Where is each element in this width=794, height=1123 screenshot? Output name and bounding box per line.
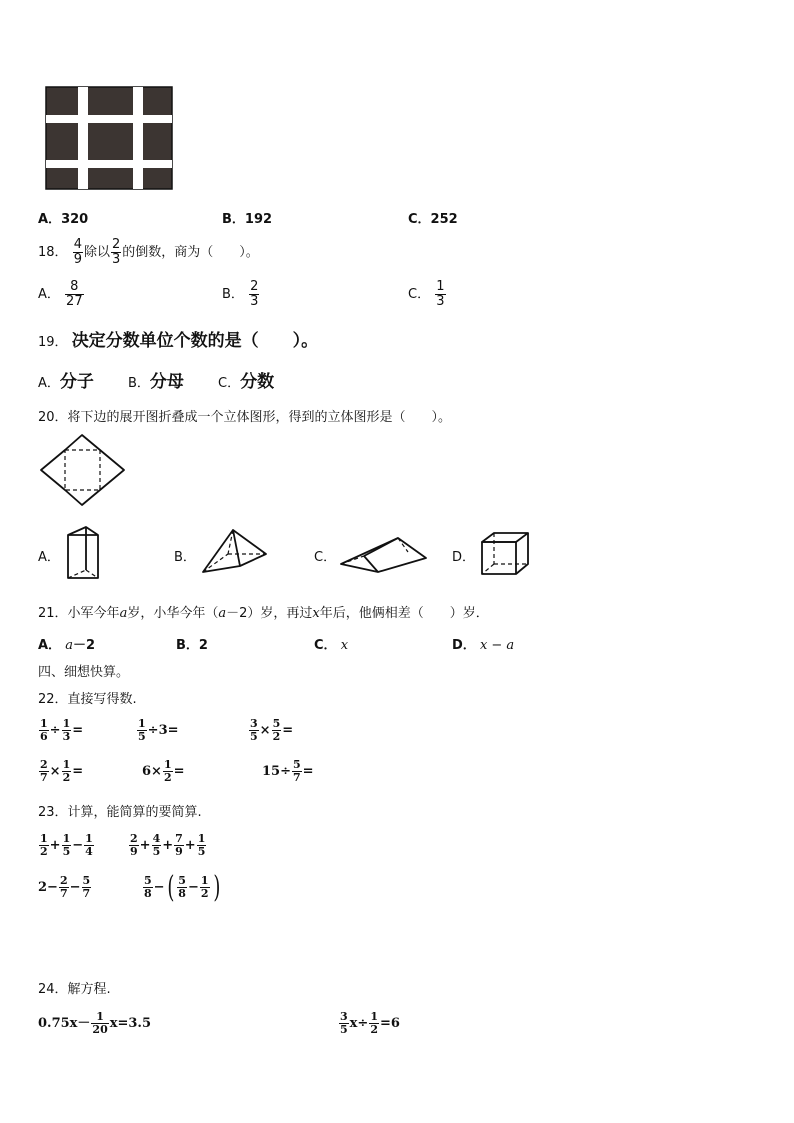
q20-question: 20．将下边的展开图折叠成一个立体图形，得到的立体图形是（ ）。 [38,410,452,425]
q22-expr-3: $\frac{3}{5}$ × $\frac{5}{2}$ = [250,717,294,743]
q17-option-b[interactable]: B．192 [222,212,273,227]
prism-tall-figure [64,523,102,583]
q21-question: 21．小军今年a岁，小华今年（a－2）岁，再过x年后，他俩相差（ ）岁． [38,606,489,621]
section-4-title: 四、细想快算。 [38,665,130,680]
road-grid-figure [45,86,173,190]
q22-expr-2: $\frac{1}{5}$ ÷3= [138,717,179,743]
q21-option-a[interactable]: A． a－2 [38,638,96,653]
q23-expr-1: $\frac{1}{2}$ + $\frac{1}{5}$ − $\frac{1}{4}$ [40,832,93,858]
q22-question: 22．直接写得数. [38,692,137,707]
q20-option-b[interactable]: B． [174,550,196,565]
q18-option-a[interactable]: A． $\frac{8}{27}$ [38,279,83,309]
q19-option-a[interactable]: A．分子 [38,372,94,392]
q18-option-c[interactable]: C． $\frac{1}{3}$ [408,279,445,309]
q22-expr-4: $\frac{2}{7}$ × $\frac{1}{2}$ = [40,758,84,784]
q20-option-c[interactable]: C． [314,550,337,565]
q24-equation-2: $\frac{3}{5}$ x÷ $\frac{1}{2}$ =6 [340,1010,400,1036]
q22-expr-6: 15÷ $\frac{5}{7}$ = [262,758,314,784]
q23-expr-2: $\frac{2}{9}$ + $\frac{4}{5}$ + $\frac{7}{9}$ + $\frac{1}{5}$ [130,832,206,858]
q23-expr-3: 2− $\frac{2}{7}$ − $\frac{5}{7}$ [38,874,91,900]
q24-equation-1: 0.75x－ $\frac{1}{20}$ x=3.5 [38,1010,151,1036]
q19-question: 19． 决定分数单位个数的是（ ）。 [38,331,319,351]
q17-option-a[interactable]: A．320 [38,212,89,227]
cube-figure [478,530,532,578]
triangular-prism-figure [338,532,430,576]
q24-question: 24．解方程. [38,982,111,997]
q22-expr-1: $\frac{1}{6}$ ÷ $\frac{1}{3}$ = [40,717,84,743]
q23-expr-4: $\frac{5}{8}$ −( $\frac{5}{8}$ − $\frac{1}{2}$ ) [144,869,220,905]
pyramid-figure [200,526,270,576]
q19-option-c[interactable]: C．分数 [218,372,275,392]
pyramid-net-figure [38,432,128,508]
q22-expr-5: 6× $\frac{1}{2}$ = [142,758,185,784]
q19-option-b[interactable]: B．分母 [128,372,184,392]
q20-option-a[interactable]: A． [38,550,60,565]
q18-question: 18． $\frac{4}{9}$ 除以 $\frac{2}{3}$ 的倒数，商为（ ）。 [38,237,259,267]
q21-option-c[interactable]: C． x [314,638,349,653]
q21-option-b[interactable]: B．2 [176,638,208,653]
q21-option-d[interactable]: D． x − a [452,638,515,653]
q18-option-b[interactable]: B． $\frac{2}{3}$ [222,279,259,309]
q23-question: 23．计算，能简算的要简算. [38,805,202,820]
q20-option-d[interactable]: D． [452,550,476,565]
q17-option-c[interactable]: C．252 [408,212,458,227]
